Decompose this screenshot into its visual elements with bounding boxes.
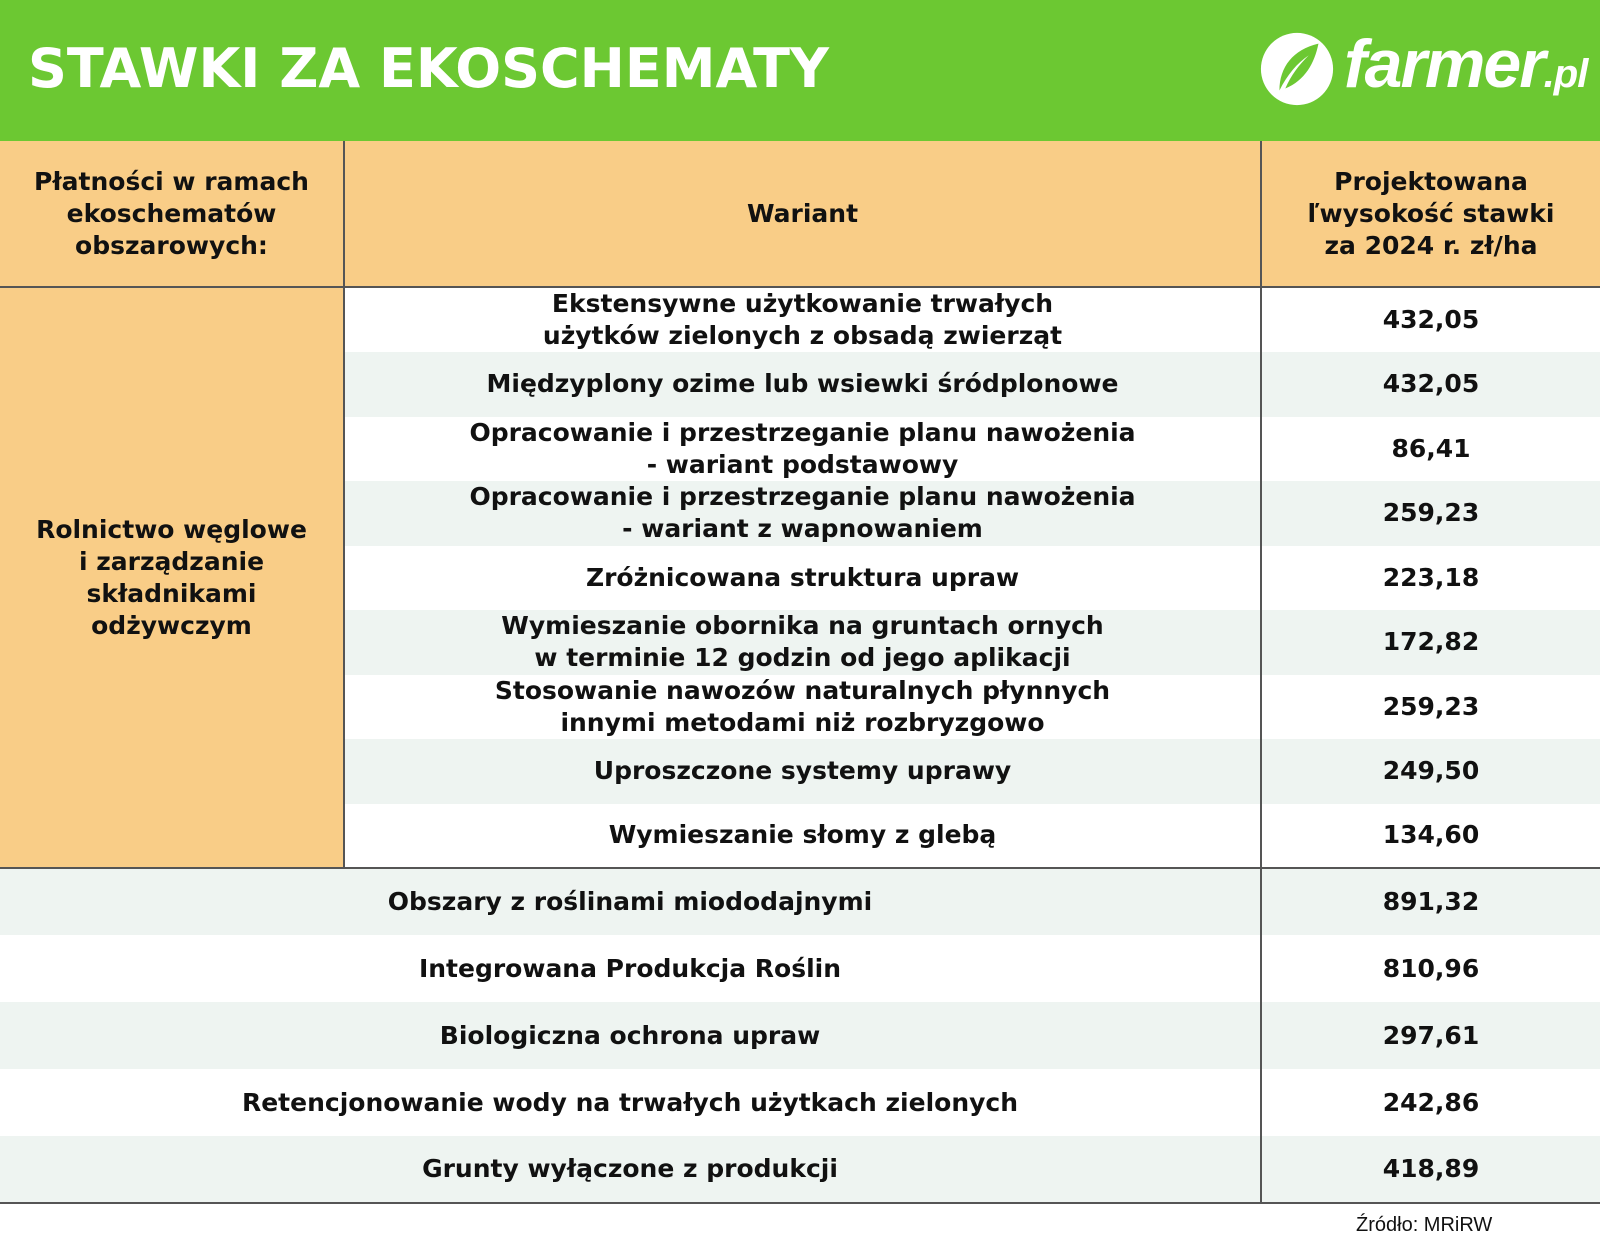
rates-table — [0, 141, 1600, 1204]
table-row — [0, 868, 1600, 935]
rate-cell: 259,23 — [1261, 481, 1600, 546]
scheme-name-cell: Obszary z roślinami miododajnymi — [0, 868, 1261, 935]
page-title: STAWKI ZA EKOSCHEMATY — [28, 37, 830, 100]
header-variant: Wariant — [344, 141, 1261, 287]
scheme-name-cell: Integrowana Produkcja Roślin — [0, 935, 1261, 1002]
variant-cell: Zróżnicowana struktura upraw — [344, 546, 1261, 611]
scheme-name-cell: Retencjonowanie wody na trwałych użytkach zielonych — [0, 1069, 1261, 1136]
variant-cell: Opracowanie i przestrzeganie planu nawożenia - wariant podstawowy — [344, 417, 1261, 482]
source-note: Źródło: MRiRW — [1356, 1214, 1493, 1236]
rate-cell: 432,05 — [1261, 352, 1600, 417]
variant-cell: Stosowanie nawozów naturalnych płynnych innymi metodami niż rozbryzgowo — [344, 675, 1261, 740]
variant-cell: Uproszczone systemy uprawy — [344, 739, 1261, 804]
header-payments: Płatności w ramach ekoschematów obszarowych: — [0, 141, 344, 287]
rate-cell: 86,41 — [1261, 417, 1600, 482]
variant-cell: Opracowanie i przestrzeganie planu nawożenia - wariant z wapnowaniem — [344, 481, 1261, 546]
rate-cell: 172,82 — [1261, 610, 1600, 675]
table-row — [0, 1069, 1600, 1136]
table-header-row — [0, 141, 1600, 287]
rate-cell: 891,32 — [1261, 868, 1600, 935]
scheme-name-cell: Biologiczna ochrona upraw — [0, 1002, 1261, 1069]
group-label-carbon-farming: Rolnictwo węglowe i zarządzanie składnikami odżywczym — [0, 287, 344, 868]
rate-cell: 242,86 — [1261, 1069, 1600, 1136]
rate-cell: 223,18 — [1261, 546, 1600, 611]
rate-cell: 432,05 — [1261, 287, 1600, 352]
table-row — [0, 287, 1600, 352]
variant-cell: Międzyplony ozime lub wsiewki śródplonowe — [344, 352, 1261, 417]
rate-cell: 259,23 — [1261, 675, 1600, 740]
table-row — [0, 1136, 1600, 1203]
variant-cell: Wymieszanie obornika na gruntach ornych w terminie 12 godzin od jego aplikacji — [344, 610, 1261, 675]
rate-cell: 297,61 — [1261, 1002, 1600, 1069]
variant-cell: Ekstensywne użytkowanie trwałych użytków zielonych z obsadą zwierząt — [344, 287, 1261, 352]
rate-cell: 418,89 — [1261, 1136, 1600, 1203]
rate-cell: 134,60 — [1261, 804, 1600, 869]
logo-wordmark: farmer.pl — [1344, 26, 1588, 102]
rate-cell: 810,96 — [1261, 935, 1600, 1002]
table-row — [0, 1002, 1600, 1069]
variant-cell: Wymieszanie słomy z glebą — [344, 804, 1261, 869]
leaf-icon — [1258, 30, 1336, 108]
header-banner — [0, 0, 1600, 141]
brand-logo — [1258, 28, 1587, 110]
table-row — [0, 935, 1600, 1002]
header-rate: Projektowana ľwysokość stawki za 2024 r. zł/ha — [1261, 141, 1600, 287]
scheme-name-cell: Grunty wyłączone z produkcji — [0, 1136, 1261, 1203]
rate-cell: 249,50 — [1261, 739, 1600, 804]
